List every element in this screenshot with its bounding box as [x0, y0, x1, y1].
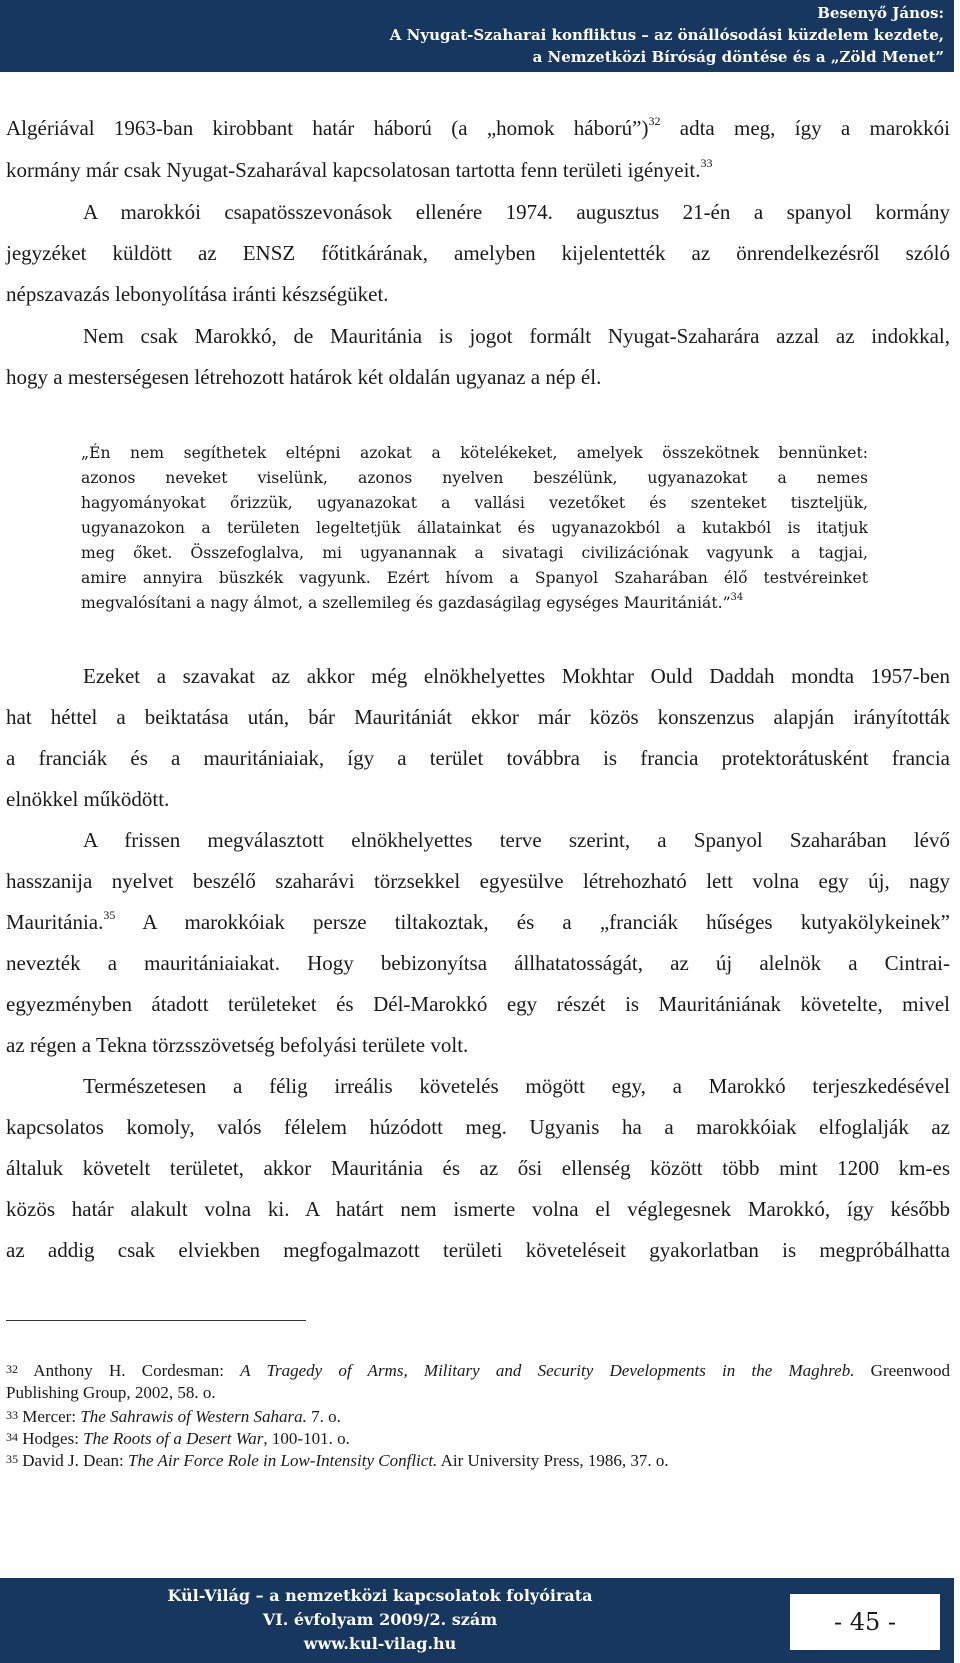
footnote-ref[interactable]: 35: [103, 908, 116, 922]
footnote-number: 33: [6, 1408, 18, 1422]
page-number: - 45 -: [833, 1608, 896, 1636]
body-line: hasszanija nyelvet beszélő szaharávi törzsekkel egyesülve létrehozható lett volna egy új, nagy: [6, 869, 950, 893]
header-author: Besenyő János:: [817, 4, 944, 22]
header-text: [390, 2, 944, 68]
body-line: A marokkói csapatösszevonások ellenére 1974. augusztus 21-én a spanyol kormány: [83, 200, 950, 224]
quote-line: hagyományokat őrizzük, ugyanazokat a vallási vezetőket és szenteket tiszteljük,: [81, 494, 868, 512]
body-line: Algériával 1963-ban kirobbant határ háború (a „homok háború”)$^{32}$ adta meg, így a marokkói: [6, 114, 950, 140]
footnote-divider: [6, 1320, 306, 1321]
page-number-box: [790, 1594, 940, 1650]
body-line: népszavazás lebonyolítása iránti készségüket.: [6, 282, 389, 306]
body-line: közös határ alakult volna ki. A határt nem ismerte volna el véglegesnek Marokkó, így később: [6, 1197, 950, 1221]
footnote-32: $^{32}$ Anthony H. Cordesman: A Tragedy of Arms, Military and Security Developments in the Maghreb. Greenwood Publishing Group, 2002, 58. o.: [6, 1361, 950, 1402]
body-line: jegyzéket küldött az ENSZ főtitkárának, amelyben kijelentették az önrendelkezésről szóló: [6, 241, 950, 265]
footer-journal: Kül-Világ – a nemzetközi kapcsolatok folyóirata: [167, 1586, 593, 1605]
body-line: Mauritánia.$^{35}$ A marokkóiak persze tiltakoztak, és a „franciák hűséges kutyakölykeinek”: [6, 908, 950, 934]
body-line: A frissen megválasztott elnökhelyettes terve szerint, a Spanyol Szaharában lévő: [83, 828, 950, 852]
footnote-ref[interactable]: 34: [730, 592, 744, 603]
header-title-line1: A Nyugat-Szaharai konfliktus – az önállósodási küzdelem kezdete,: [389, 26, 944, 44]
body-line: hogy a mesterségesen létrehozott határok két oldalán ugyanaz a nép él.: [6, 365, 602, 389]
footer-banner: [0, 1578, 954, 1663]
quote-line: azonos neveket viselünk, azonos nyelven beszélünk, ugyanazokat a nemes: [81, 469, 868, 487]
footnote-ref[interactable]: 32: [648, 114, 661, 128]
body-line: Természetesen a félig irreális követelés mögött egy, a Marokkó terjeszkedésével: [83, 1074, 950, 1098]
footnote-number: 34: [6, 1430, 18, 1444]
footnote-number: 35: [6, 1452, 18, 1466]
footer-info: [110, 1584, 650, 1656]
footnote-35: $^{35}$ David J. Dean: The Air Force Role in Low-Intensity Conflict. Air University Press, 1986, 37. o.: [6, 1451, 669, 1470]
footnote-ref[interactable]: 33: [700, 156, 713, 170]
quote-line: „Én nem segíthetek eltépni azokat a kötelékeket, amelyek összekötnek bennünket:: [81, 444, 868, 462]
footnote-33: $^{33}$ Mercer: The Sahrawis of Western Sahara. 7. o.: [6, 1407, 341, 1426]
body-line: egyezményben átadott területeket és Dél-Marokkó egy részét is Mauritániának követelte, mivel: [6, 992, 950, 1016]
quote-line: ugyanazokon a területen legeltetjük állatainkat és ugyanazokból a kutakból is itatjuk: [81, 519, 868, 537]
body-line: hat héttel a beiktatása után, bár Mauritániát ekkor már közös konszenzus alapján irányították: [6, 705, 950, 729]
body-line: kapcsolatos komoly, valós félelem húzódott meg. Ugyanis ha a marokkóiak elfoglalják az: [6, 1115, 950, 1139]
body-line: Ezeket a szavakat az akkor még elnökhelyettes Mokhtar Ould Daddah mondta 1957-ben: [83, 664, 950, 688]
body-line: általuk követelt területet, akkor Mauritánia és az ősi ellenség között több mint 1200 km-es: [6, 1156, 950, 1180]
footnote-number: 32: [6, 1362, 18, 1376]
body-line: nevezték a mauritániaiakat. Hogy bebizonyítsa állhatatosságát, az új alelnök a Cintrai-: [6, 951, 950, 975]
header-title-line2: a Nemzetközi Bíróság döntése és a „Zöld Menet”: [532, 48, 944, 66]
footnote-continuation: Publishing Group, 2002, 58. o.: [6, 1383, 216, 1402]
body-line: az addig csak elviekben megfogalmazott területi követeléseit gyakorlatban is megpróbálhatta: [6, 1238, 950, 1262]
quote-line: amire annyira büszkék vagyunk. Ezért hívom a Spanyol Szaharában élő testvéreinket: [81, 569, 868, 587]
body-line: a franciák és a mauritániaiak, így a terület továbbra is francia protektorátusként francia: [6, 746, 950, 770]
footer-url[interactable]: www.kul-vilag.hu: [303, 1634, 457, 1653]
quote-line: megvalósítani a nagy álmot, a szellemileg és gazdaságilag egységes Mauritániát.”$^{34}$: [81, 592, 744, 612]
body-line: elnökkel működött.: [6, 787, 170, 811]
body-line: kormány már csak Nyugat-Szaharával kapcsolatosan tartotta fenn területi igényeit.$^{33}$: [6, 156, 713, 182]
quote-line: meg őket. Összefoglalva, mi ugyanannak a sivatagi civilizációnak vagyunk a tagjai,: [81, 544, 868, 562]
body-line: az régen a Tekna törzsszövetség befolyási területe volt.: [6, 1033, 469, 1057]
body-line: Nem csak Marokkó, de Mauritánia is jogot formált Nyugat-Szaharára azzal az indokkal,: [83, 324, 950, 348]
header-banner: [0, 0, 954, 72]
footnote-34: $^{34}$ Hodges: The Roots of a Desert War, 100-101. o.: [6, 1429, 350, 1448]
footer-volume: VI. évfolyam 2009/2. szám: [262, 1610, 498, 1629]
